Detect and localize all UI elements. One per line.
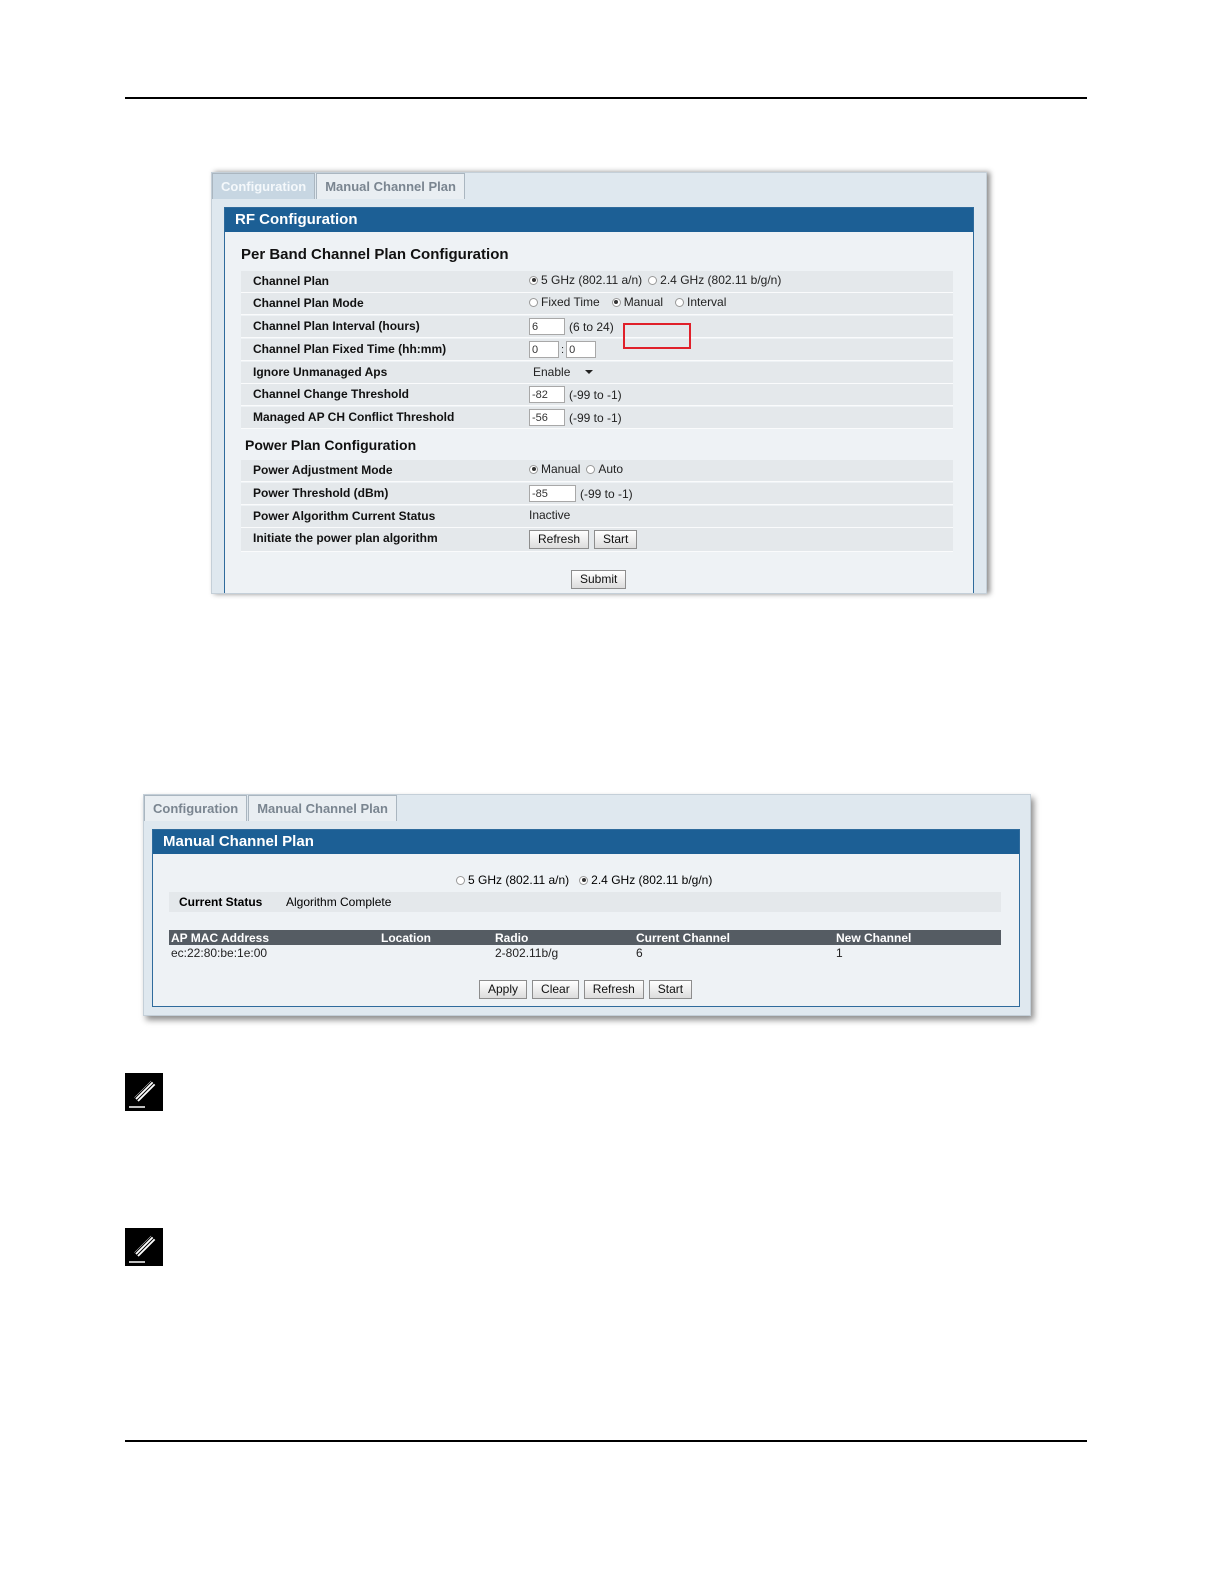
- submit-button[interactable]: Submit: [571, 570, 626, 589]
- power-adjustment-mode-label: Power Adjustment Mode: [253, 463, 393, 477]
- band-5ghz-radio[interactable]: [456, 876, 465, 885]
- band-5ghz-label: 5 GHz (802.11 a/n): [541, 273, 643, 287]
- current-status-label: Current Status: [179, 895, 263, 909]
- channel-plan-fixed-time-label: Channel Plan Fixed Time (hh:mm): [253, 342, 447, 356]
- note-pencil-icon: [125, 1073, 163, 1111]
- col-new-channel: New Channel: [836, 931, 912, 945]
- initiate-power-plan-row: [241, 528, 953, 552]
- power-threshold-input[interactable]: -85: [529, 485, 576, 502]
- tab-manual-channel-plan[interactable]: Manual Channel Plan: [316, 173, 465, 199]
- power-algorithm-status-value: Inactive: [529, 508, 571, 522]
- band-selector: [456, 873, 718, 887]
- rf-configuration-screenshot: [211, 172, 987, 594]
- note-pencil-icon: [125, 1228, 163, 1266]
- col-current-channel: Current Channel: [636, 931, 731, 945]
- tab-manual-channel-plan[interactable]: Manual Channel Plan: [248, 795, 397, 821]
- power-manual-radio[interactable]: [529, 465, 538, 474]
- bottom-rule: [125, 1440, 1087, 1442]
- top-rule: [125, 97, 1087, 99]
- managed-ap-conflict-hint: (-99 to -1): [569, 410, 622, 425]
- power-algorithm-status-label: Power Algorithm Current Status: [253, 509, 436, 523]
- mode-fixed-time-radio[interactable]: [529, 298, 538, 307]
- band-24ghz-label: 2.4 GHz (802.11 b/g/n): [591, 873, 713, 887]
- mode-interval-label: Interval: [687, 295, 727, 309]
- current-status-row: [169, 892, 1001, 912]
- power-adjustment-mode-row: [241, 460, 953, 482]
- per-band-section-title: Per Band Channel Plan Configuration: [241, 246, 509, 263]
- table-header: [169, 930, 1001, 945]
- fixed-time-separator: :: [561, 343, 565, 356]
- channel-plan-table: [169, 930, 1001, 961]
- tab-bar: [212, 173, 466, 201]
- band-5ghz-radio[interactable]: [529, 276, 538, 285]
- channel-plan-interval-hint: (6 to 24): [569, 319, 614, 334]
- channel-change-threshold-hint: (-99 to -1): [569, 387, 622, 402]
- ignore-unmanaged-row: [241, 362, 953, 384]
- power-refresh-button[interactable]: Refresh: [529, 530, 589, 549]
- ignore-unmanaged-select[interactable]: [529, 364, 599, 381]
- channel-change-threshold-input[interactable]: -82: [529, 386, 565, 403]
- chevron-down-icon: [585, 370, 593, 374]
- start-button[interactable]: Start: [649, 980, 692, 999]
- managed-ap-conflict-input[interactable]: -56: [529, 409, 565, 426]
- manual-channel-plan-panel: [152, 829, 1020, 1007]
- channel-change-threshold-row: [241, 384, 953, 406]
- initiate-power-plan-label: Initiate the power plan algorithm: [253, 531, 438, 545]
- fixed-time-minutes-input[interactable]: 0: [566, 341, 596, 358]
- channel-plan-fixed-time-row: [241, 339, 953, 361]
- tab-bar: [144, 795, 398, 823]
- channel-plan-mode-label: Channel Plan Mode: [253, 296, 364, 310]
- managed-ap-conflict-row: [241, 407, 953, 429]
- col-radio: Radio: [495, 931, 529, 945]
- power-threshold-hint: (-99 to -1): [580, 486, 633, 501]
- mode-manual-radio[interactable]: [612, 298, 621, 307]
- rf-configuration-panel: [224, 207, 974, 593]
- cell-radio: 2-802.11b/g: [495, 946, 559, 960]
- channel-plan-row: [241, 271, 953, 293]
- cell-new-channel: 1: [836, 946, 843, 960]
- band-24ghz-radio[interactable]: [648, 276, 657, 285]
- cell-mac: ec:22:80:be:1e:00: [171, 946, 268, 960]
- power-auto-radio[interactable]: [586, 465, 595, 474]
- band-5ghz-label: 5 GHz (802.11 a/n): [468, 873, 570, 887]
- manual-channel-plan-screenshot: [143, 794, 1031, 1016]
- power-algorithm-status-row: [241, 506, 953, 528]
- channel-plan-interval-label: Channel Plan Interval (hours): [253, 319, 420, 333]
- channel-plan-mode-row: [241, 293, 953, 315]
- ignore-unmanaged-value: Enable: [533, 365, 571, 379]
- panel-title: Manual Channel Plan: [153, 830, 1019, 854]
- mode-fixed-time-label: Fixed Time: [541, 295, 600, 309]
- manual-mode-highlight-box: [623, 323, 691, 349]
- ignore-unmanaged-label: Ignore Unmanaged Aps: [253, 365, 388, 379]
- mode-interval-radio[interactable]: [675, 298, 684, 307]
- col-ap-mac-address: AP MAC Address: [171, 931, 270, 945]
- power-auto-label: Auto: [598, 462, 624, 476]
- channel-plan-interval-input[interactable]: 6: [529, 318, 565, 335]
- fixed-time-hours-input[interactable]: 0: [529, 341, 559, 358]
- tab-configuration[interactable]: Configuration: [212, 173, 315, 199]
- apply-button[interactable]: Apply: [479, 980, 527, 999]
- managed-ap-conflict-label: Managed AP CH Conflict Threshold: [253, 410, 455, 424]
- power-threshold-row: [241, 483, 953, 505]
- refresh-button[interactable]: Refresh: [584, 980, 644, 999]
- power-plan-section-title: Power Plan Configuration: [245, 437, 417, 453]
- tab-configuration[interactable]: Configuration: [144, 795, 247, 821]
- power-manual-label: Manual: [541, 462, 581, 476]
- channel-plan-label: Channel Plan: [253, 274, 330, 288]
- power-threshold-label: Power Threshold (dBm): [253, 486, 389, 500]
- col-location: Location: [381, 931, 431, 945]
- mode-manual-label: Manual: [623, 295, 664, 309]
- channel-change-threshold-label: Channel Change Threshold: [253, 387, 410, 401]
- band-24ghz-radio[interactable]: [579, 876, 588, 885]
- current-status-value: Algorithm Complete: [286, 895, 392, 909]
- channel-plan-interval-row: [241, 316, 953, 338]
- clear-button[interactable]: Clear: [532, 980, 579, 999]
- table-row[interactable]: [169, 945, 1001, 961]
- band-24ghz-label: 2.4 GHz (802.11 b/g/n): [660, 273, 782, 287]
- panel-title: RF Configuration: [225, 208, 973, 232]
- cell-current-channel: 6: [636, 946, 643, 960]
- power-start-button[interactable]: Start: [594, 530, 637, 549]
- action-buttons: [479, 980, 697, 999]
